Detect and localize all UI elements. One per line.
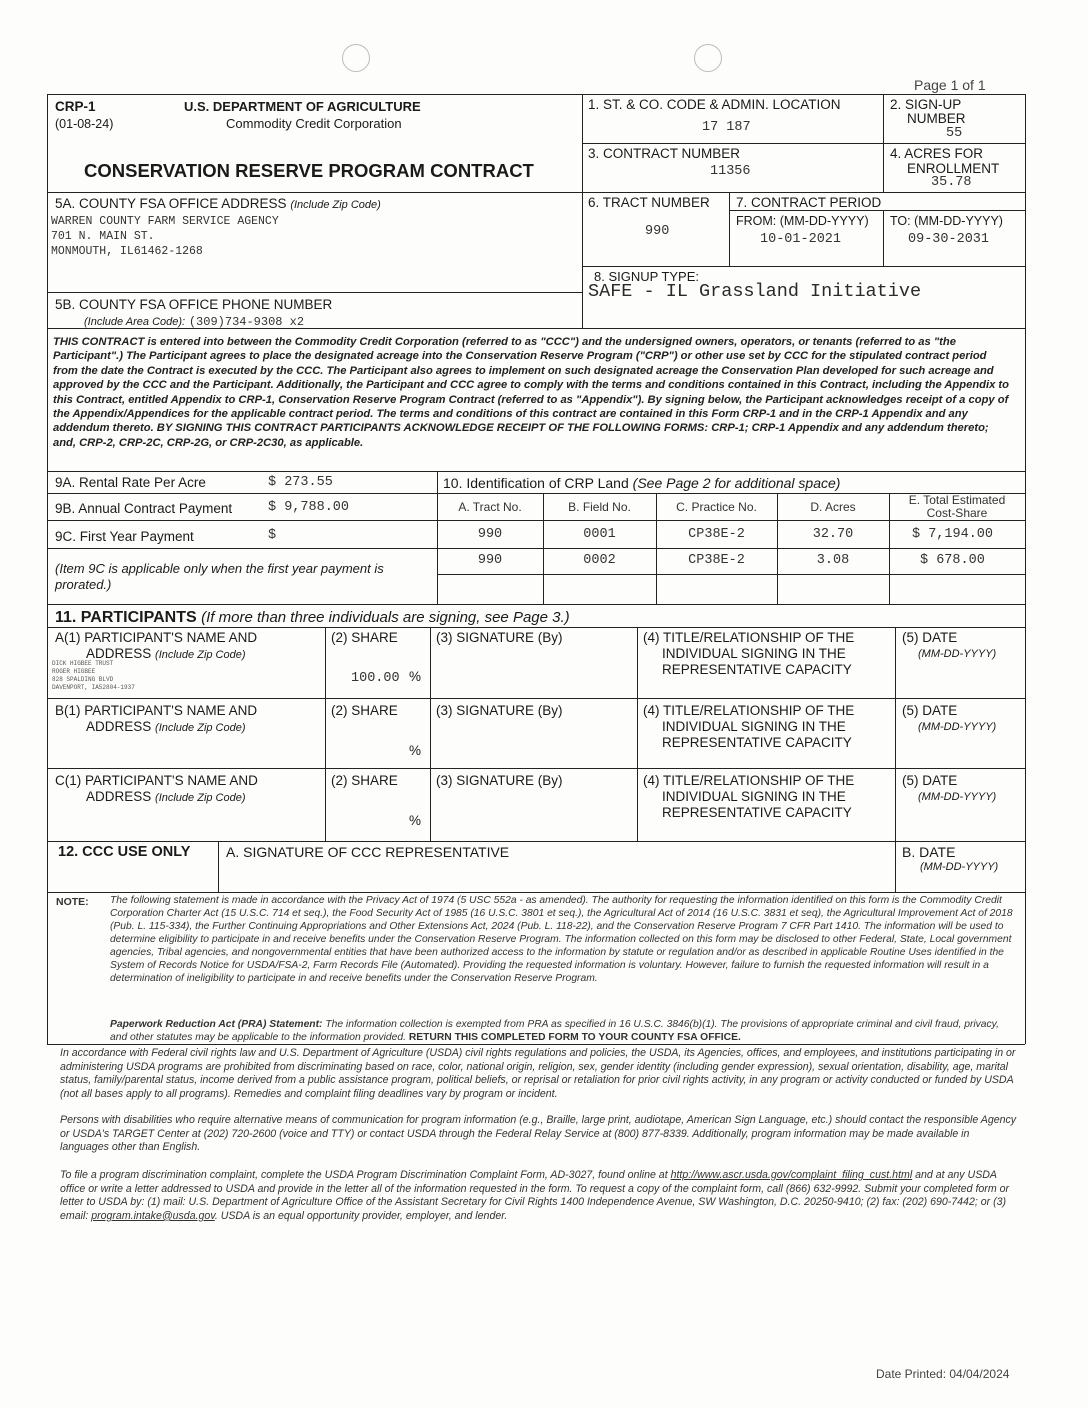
- rental-rate-value: $ 273.55: [268, 475, 333, 490]
- first-year-payment-value: $: [268, 528, 277, 543]
- box2-label-2: NUMBER: [907, 111, 966, 126]
- box4-label: 4. ACRES FOR: [890, 146, 984, 161]
- participant-c-date-label: (5) DATE: [902, 773, 958, 788]
- office-address-line2: 701 N. MAIN ST.: [51, 230, 155, 243]
- participant-a-address-label: ADDRESS (Include Zip Code): [86, 646, 246, 661]
- box7-to-label: TO: (MM-DD-YYYY): [890, 214, 1003, 228]
- col-cost-share: E. Total Estimated Cost-Share: [908, 493, 1006, 520]
- participant-a-percent: %: [409, 669, 422, 684]
- participant-c-label: C(1) PARTICIPANT'S NAME AND: [55, 773, 258, 788]
- participant-a-share-label: (2) SHARE: [331, 630, 398, 645]
- row1-acres: 32.70: [812, 527, 854, 542]
- col-acres: D. Acres: [810, 500, 856, 514]
- box2-value: 55: [946, 126, 963, 141]
- row2-tract: 990: [477, 553, 503, 568]
- privacy-act-statement: The following statement is made in accordance with the Privacy Act of 1974 (5 USC 552a - as amended). The authority for requesting the information identified on this form is the Commodity Credit Corporation Charter Act (15 U.S.C. 714 et seq.), the Food Security Act of 1985 (16 U.S.C. 3801 et seq.), the Agricultural Act of 2014 (16 U.S.C. 3831 et seq), the Agricultural Improvement Act of 2018 (Pub. L. 115-334), the Further Continuing Appropriations and Other Extensions Act, 2024 (Pub. L. 118-22), and the Conservation Reserve Program 7 CFR Part 1410. The information will be used to determine eligibility to participate in and receive benefits under the Conservation Reserve Program. The information collected on this form may be disclosed to other Federal, State, Local government agencies, Tribal agencies, and nongovernmental entities that have been authorized access to the information by statute or regulation and/or as described in applicable Routine Uses identified in the System of Records Notice for USDA/FSA-2, Farm Records File (Automated). Providing the requested information is voluntary. However, failure to furnish the requested information will result in a determination of ineligibility to participate in and receive benefits under the Conservation Reserve Program.: [110, 895, 1013, 984]
- box3-label: 3. CONTRACT NUMBER: [588, 146, 741, 161]
- civil-rights-statement: In accordance with Federal civil rights law and U.S. Department of Agriculture (USDA) civil rights regulations and policies, the USDA, its Agencies, offices, and employees, and institutions participating in or administering USDA programs are prohibited from discriminating based on race, color, national origin, religion, sex, gender identity (including gender expression), sexual orientation, disability, age, marital status, family/parental status, income derived from a public assistance program, political beliefs, or reprisal or retaliation for prior civil rights activity, in any program or activity conducted or funded by USDA (not all bases apply to all programs). Remedies and complaint filing deadlines vary by program or incident.: [60, 1047, 1016, 1100]
- participant-c-share-label: (2) SHARE: [331, 773, 398, 788]
- disability-statement: Persons with disabilities who require alternative means of communication for program information (e.g., Braille, large print, audiotape, American Sign Language, etc.) should contact the responsible Agency or USDA's TARGET Center at (202) 720-2600 (voice and TTY) or contact USDA through the Federal Relay Service at (800) 877-8339. Additionally, program information may be made available in languages other than English.: [60, 1114, 1017, 1154]
- contract-text: THIS CONTRACT is entered into between the Commodity Credit Corporation (referred to as "CCC") and the undersigned owners, operators, or tenants (referred to as "the Participant".) The Participant agrees to place the designated acreage into the Conservation Reserve Program ("CRP") or other use set by CCC for the stipulated contract period from the date the Contract is executed by the CCC. The Participant also agrees to implement on such designated acreage the Conservation Plan developed for such acreage and approved by the CCC and the Participant. Additionally, the Participant and CCC agree to comply with the terms and conditions contained in this Contract, including the Appendix to this Contract, entitled Appendix to CRP-1, Conservation Reserve Program Contract (referred to as "Appendix"). By signing below, the Participant acknowledges receipt of a copy of the Appendix/Appendices for the applicable contract period. The terms and conditions of this contract are contained in this Form CRP-1 and in the CRP-1 Appendix and any addendum thereto. BY SIGNING THIS CONTRACT PARTICIPANTS ACKNOWLEDGE RECEIPT OF THE FOLLOWING FORMS: CRP-1; CRP-1 Appendix and any addendum thereto; and, CRP-2, CRP-2C, CRP-2G, or CRP-2C30, as applicable.: [53, 336, 1009, 449]
- participant-b-percent: %: [409, 743, 422, 758]
- participant-a-label: A(1) PARTICIPANT'S NAME AND: [55, 630, 258, 645]
- complaint-link[interactable]: http://www.ascr.usda.gov/complaint_filing_cust.html: [670, 1169, 913, 1181]
- punch-hole-left: [342, 44, 370, 72]
- ccc-signature-field[interactable]: [226, 862, 890, 890]
- page-number: Page 1 of 1: [914, 77, 986, 93]
- row2-practice: CP38E-2: [688, 553, 745, 568]
- participant-c-percent: %: [409, 813, 422, 828]
- department: U.S. DEPARTMENT OF AGRICULTURE: [184, 99, 421, 114]
- participant-c-signature-field[interactable]: [437, 790, 633, 838]
- participant-b-title-label: (4) TITLE/RELATIONSHIP OF THE: [643, 703, 855, 718]
- date-printed: Date Printed: 04/04/2024: [876, 1367, 1010, 1381]
- row2-cost: $ 678.00: [920, 553, 985, 568]
- row2-field: 0002: [583, 553, 616, 568]
- row1-field: 0001: [583, 527, 616, 542]
- row1-practice: CP38E-2: [688, 527, 745, 542]
- participant-b-label: B(1) PARTICIPANT'S NAME AND: [55, 703, 258, 718]
- col-field: B. Field No.: [568, 500, 631, 514]
- form-id: CRP-1: [55, 99, 96, 114]
- participant-b-date-label: (5) DATE: [902, 703, 958, 718]
- box12-label: 12. CCC USE ONLY: [58, 844, 191, 860]
- office-phone: (309)734-9308 x2: [188, 315, 305, 329]
- punch-hole-right: [694, 44, 722, 72]
- participant-b-signature-field[interactable]: [437, 720, 633, 764]
- participant-b-signature-label: (3) SIGNATURE (By): [436, 703, 563, 718]
- participant-b-address-label: ADDRESS (Include Zip Code): [86, 719, 246, 734]
- agency: Commodity Credit Corporation: [226, 116, 402, 131]
- signup-type-value: SAFE - IL Grassland Initiative: [588, 281, 922, 302]
- box7-to-value: 09-30-2031: [908, 232, 990, 247]
- box9c-note: (Item 9C is applicable only when the first year payment is prorated.): [55, 561, 384, 592]
- box12-signature-label: A. SIGNATURE OF CCC REPRESENTATIVE: [226, 844, 510, 860]
- row2-acres: 3.08: [816, 553, 850, 568]
- box11-label: 11. PARTICIPANTS (If more than three individuals are signing, see Page 3.): [55, 609, 570, 626]
- office-address-line1: WARREN COUNTY FARM SERVICE AGENCY: [51, 215, 279, 228]
- box4-label-2: ENROLLMENT: [907, 161, 1000, 176]
- note-label: NOTE:: [56, 896, 89, 908]
- pra-statement: Paperwork Reduction Act (PRA) Statement: The information collection is exempted from PRA as specified in 16 U.S.C. 3846(b)(1). The provisions of appropriate criminal and civil fraud, privacy, and other statutes may be applicable to the information provided. RETURN THIS COMPLETED FORM TO YOUR COUNTY FSA OFFICE.: [110, 1019, 999, 1043]
- box9a-label: 9A. Rental Rate Per Acre: [55, 475, 206, 490]
- box5b-label: 5B. COUNTY FSA OFFICE PHONE NUMBER: [55, 297, 333, 312]
- box4-value: 35.78: [931, 175, 972, 190]
- box7-label: 7. CONTRACT PERIOD: [736, 195, 882, 210]
- box5a-label: 5A. COUNTY FSA OFFICE ADDRESS (Include Zip Code): [55, 196, 381, 211]
- participant-a-date-label: (5) DATE: [902, 630, 958, 645]
- box9c-label: 9C. First Year Payment: [55, 529, 194, 544]
- annual-payment-value: $ 9,788.00: [268, 500, 350, 515]
- participant-c-signature-label: (3) SIGNATURE (By): [436, 773, 563, 788]
- participant-a-title-label: (4) TITLE/RELATIONSHIP OF THE: [643, 630, 855, 645]
- participant-c-address-label: ADDRESS (Include Zip Code): [86, 789, 246, 804]
- participant-c-title-label: (4) TITLE/RELATIONSHIP OF THE: [643, 773, 855, 788]
- row1-tract: 990: [477, 527, 503, 542]
- box7-from-value: 10-01-2021: [760, 232, 842, 247]
- email-link[interactable]: program.intake@usda.gov: [91, 1209, 215, 1222]
- office-address-line3: MONMOUTH, IL61462-1268: [51, 245, 203, 258]
- col-practice: C. Practice No.: [676, 500, 757, 514]
- box1-value: 17 187: [702, 120, 751, 135]
- box7-from-label: FROM: (MM-DD-YYYY): [736, 214, 869, 228]
- participant-b-share-label: (2) SHARE: [331, 703, 398, 718]
- complaint-statement: To file a program discrimination complaint, complete the USDA Program Discrimination Complaint Form, AD-3027, found online at http://www.ascr.usda.gov/complaint_filing_cust.html and at any USDA office or write a letter addressed to USDA and provide in the letter all of the information requested in the form. To request a copy of the complaint form, call (866) 632-9992. Submit your completed form or letter to USDA by: (1) mail: U.S. Department of Agriculture Office of the Assistant Secretary for Civil Rights 1400 Independence Avenue, SW Washington, D.C. 20250-9410; (2) fax: (202) 690-7442; or (3) email: program.intake@usda.gov. USDA is an equal opportunity provider, employer, and lender.: [60, 1169, 1010, 1222]
- form-title: CONSERVATION RESERVE PROGRAM CONTRACT: [84, 160, 534, 181]
- box5b-note: (Include Area Code): (309)734-9308 x2: [84, 315, 305, 329]
- box9b-label: 9B. Annual Contract Payment: [55, 501, 233, 516]
- participant-a-signature-label: (3) SIGNATURE (By): [436, 630, 563, 645]
- box2-label: 2. SIGN-UP: [890, 97, 962, 112]
- participant-a-signature-field[interactable]: [437, 648, 633, 694]
- box3-value: 11356: [710, 164, 751, 179]
- participant-a-share: 100.00: [351, 671, 400, 686]
- box1-label: 1. ST. & CO. CODE & ADMIN. LOCATION: [588, 97, 841, 112]
- box8-label: 8. SIGNUP TYPE:: [594, 269, 700, 284]
- box10-label: 10. Identification of CRP Land (See Page 2 for additional space): [443, 475, 841, 491]
- col-tract: A. Tract No.: [458, 500, 522, 514]
- box6-label: 6. TRACT NUMBER: [588, 195, 710, 210]
- box6-value: 990: [645, 224, 670, 239]
- participant-a-name: DICK HIGBEE TRUST ROGER HIGBEE 828 SPALDING BLVD DAVENPORT, IA52804-1937: [52, 660, 135, 691]
- box12-date-label: B. DATE: [902, 844, 956, 860]
- form-date: (01-08-24): [55, 117, 114, 131]
- row1-cost: $ 7,194.00: [912, 527, 994, 542]
